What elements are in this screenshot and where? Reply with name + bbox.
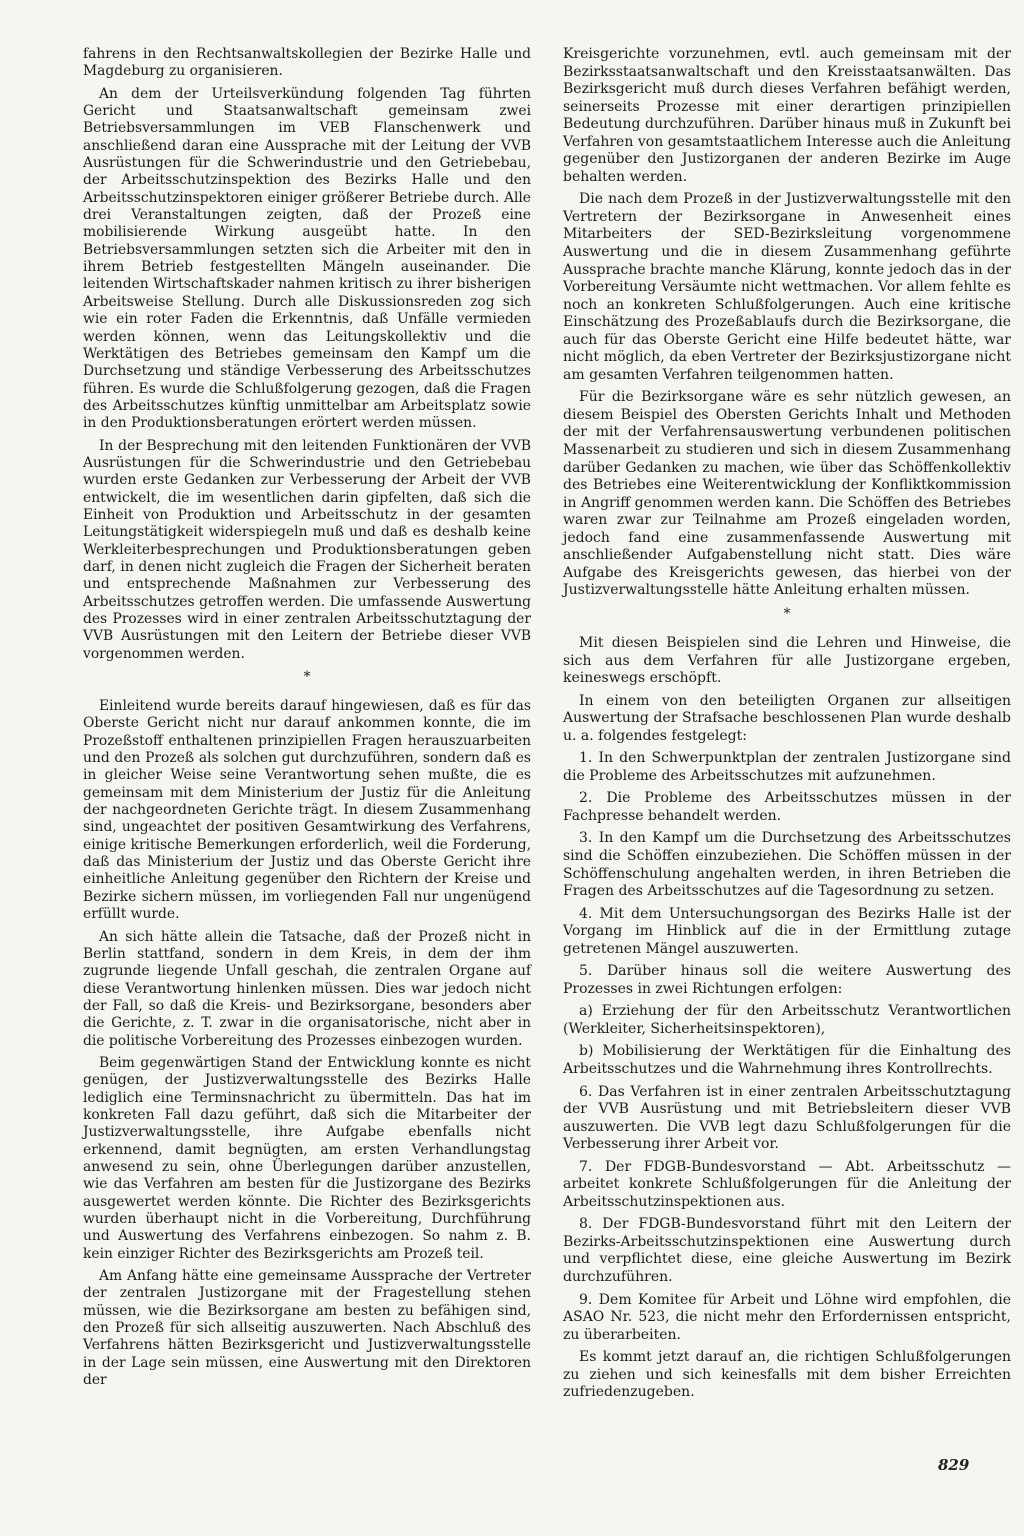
paragraph: 6. Das Verfahren ist in einer zentralen Arbeitsschutztagung der VVB Ausrüstung und mit Betriebsleitern dieser VVB auszuwerten. Die VVB legt dazu Schlußfolgerungen für die Verbesserung ihrer Arbeit vor. <box>563 1083 1011 1153</box>
left-column <box>83 46 531 1394</box>
paragraph: Mit diesen Beispielen sind die Lehren und Hinweise, die sich aus dem Verfahren für alle Justizorgane ergeben, keineswegs erschöpft. <box>563 634 1011 687</box>
paragraph: Die nach dem Prozeß in der Justizverwaltungsstelle mit den Vertretern der Bezirksorgane in Anwesenheit eines Mitarbeiters der SED-Bezirksleitung vorgenommene Auswertung und die in diesem Zusammenhang geführte Aussprache brachte manche Klärung, konnte jedoch das in der Vorbereitung Versäumte nicht wettmachen. Vor allem fehlte es noch an konkreten Schlußfolgerungen. Auch eine kritische Einschätzung des Prozeßablaufs durch die Bezirksorgane, die auch für das Oberste Gericht eine Hilfe bedeutet hätte, war nicht möglich, da eben Vertreter der Bezirksjustizorgane nicht am gesamten Verfahren teilgenommen hatten. <box>563 191 1011 383</box>
paragraph: In der Besprechung mit den leitenden Funktionären der VVB Ausrüstungen für die Schwerindustrie und den Getriebebau wurden erste Gedanken zur Verbesserung der Arbeit der VVB entwickelt, die im wesentlichen darin gipfelten, daß sich die Einheit von Produktion und Arbeitsschutz in der gesamten Leitungstätigkeit widerspiegeln muß und daß es deshalb keine Werkleiterbesprechungen und Produktionsberatungen geben darf, in denen nicht zugleich die Fragen der Sicherheit beraten und entsprechende Maßnahmen zur Verbesserung des Arbeitsschutzes getroffen werden. Die umfassende Auswertung des Prozesses wird in einer zentralen Arbeitsschutztagung der VVB Ausrüstungen mit den Leitern der Betriebe dieser VVB vorgenommen werden. <box>83 437 531 662</box>
paragraph: a) Erziehung der für den Arbeitsschutz Verantwortlichen (Werkleiter, Sicherheitsinspektoren), <box>563 1003 1011 1037</box>
page-number: 829 <box>938 1456 970 1474</box>
paragraph: Für die Bezirksorgane wäre es sehr nützlich gewesen, an diesem Beispiel des Obersten Gerichts Inhalt und Methoden der mit der Verfahrensauswertung verbundenen politischen Massenarbeit zu studieren und sich in diesem Zusammenhang darüber Gedanken zu machen, wie über das Schöffenkollektiv des Betriebes eine Weiterentwicklung der Konfliktkommission in Angriff genommen werden kann. Die Schöffen des Betriebes waren zwar zur Teilnahme am Prozeß eingeladen worden, jedoch fand eine zusammenfassende Auswertung mit anschließender Aufgabenstellung nicht statt. Dies wäre Aufgabe des Kreisgerichts gewesen, das hierbei von der Justizverwaltungsstelle hätte Anleitung erhalten müssen. <box>563 389 1012 599</box>
paragraph: An sich hätte allein die Tatsache, daß der Prozeß nicht in Berlin stattfand, sondern in dem Kreis, in dem der ihm zugrunde liegende Unfall geschah, die zentralen Organe auf diese Verantwortung hinlenken müssen. Dies war jedoch nicht der Fall, so daß die Kreis- und Bezirksorgane, besonders aber die Gerichte, z. T. zwar in die organisatorische, nicht aber in die politische Vorbereitung des Prozesses einbezogen wurden. <box>83 928 531 1049</box>
paragraph: 8. Der FDGB-Bundesvorstand führt mit den Leitern der Bezirks-Arbeitsschutzinspektionen eine Auswertung durch und verpflichtet diese, eine gleiche Auswertung im Bezirk durchzuführen. <box>563 1216 1011 1285</box>
paragraph: 1. In den Schwerpunktplan der zentralen Justizorgane sind die Probleme des Arbeitsschutzes mit aufzunehmen. <box>563 750 1011 784</box>
paragraph: Am Anfang hätte eine gemeinsame Aussprache der Vertreter der zentralen Justizorgane mit der Fragestellung stehen müssen, wie die Bezirksorgane am besten zu befähigen sind, den Prozeß für sich allseitig auszuwerten. Nach Abschluß des Verfahrens hätten Bezirksgericht und Justizverwaltungsstelle in der Lage sein müssen, eine Auswertung mit den Direktoren der <box>83 1268 531 1389</box>
paragraph: Einleitend wurde bereits darauf hingewiesen, daß es für das Oberste Gericht nicht nur darauf ankommen konnte, die im Prozeßstoff enthaltenen prinzipiellen Fragen herauszuarbeiten und den Prozeß als solchen gut durchzuführen, sondern daß es in gleicher Weise seine Verantwortung sehen mußte, die es gemeinsam mit dem Ministerium der Justiz für die Anleitung der nachgeordneten Gerichte trägt. In diesem Zusammenhang sind, ungeachtet der positiven Gesamtwirkung des Verfahrens, einige kritische Bemerkungen erforderlich, weil die Forderung, daß das Ministerium der Justiz und das Oberste Gericht ihre einheitliche Anleitung gegenüber den Richtern der Kreise und Bezirke sichern müssen, im vorliegenden Fall nur ungenügend erfüllt wurde. <box>83 698 531 923</box>
right-column <box>563 46 1011 1407</box>
section-separator: * <box>783 605 791 622</box>
paragraph: 4. Mit dem Untersuchungsorgan des Bezirks Halle ist der Vorgang im Hinblick auf die in der Ermittlung zutage getretenen Mängel auszuwerten. <box>563 905 1011 957</box>
paragraph: 2. Die Probleme des Arbeitsschutzes müssen in der Fachpresse behandelt werden. <box>563 790 1011 824</box>
paragraph: Es kommt jetzt darauf an, die richtigen Schlußfolgerungen zu ziehen und sich keinesfalls mit dem bisher Erreichten zufriedenzugeben. <box>563 1349 1011 1401</box>
paragraph: 3. In den Kampf um die Durchsetzung des Arbeitsschutzes sind die Schöffen einzubeziehen. Die Schöffen müssen in der Schöffenschulung angehalten werden, in ihren Betrieben die Fragen des Arbeitsschutzes auf die Tagesordnung zu setzen. <box>563 830 1011 900</box>
paragraph: 9. Dem Komitee für Arbeit und Löhne wird empfohlen, die ASAO Nr. 523, die nicht mehr den Erfordernissen entspricht, zu überarbeiten. <box>563 1291 1011 1343</box>
paragraph: An dem der Urteilsverkündung folgenden Tag führten Gericht und Staatsanwaltschaft gemeinsam zwei Betriebsversammlungen im VEB Flanschenwerk und anschließend daran eine Aussprache mit der Leitung der VVB Ausrüstungen für die Schwerindustrie und den Getriebebau, der Arbeitsschutzinspektion des Bezirks Halle und den Arbeitsschutzinspektoren einiger größerer Betriebe durch. Alle drei Veranstaltungen zeigten, daß der Prozeß eine mobilisierende Wirkung ausgeübt hatte. In den Betriebsversammlungen setzten sich die Arbeiter mit den in ihrem Betrieb festgestellten Mängeln auseinander. Die leitenden Wirtschaftskader nahmen kritisch zu ihrer bisherigen Arbeitsweise Stellung. Durch alle Diskussionsreden zog sich wie ein roter Faden die Erkenntnis, daß Unfälle vermieden werden können, wenn das Leitungskollektiv und die Werktätigen des Betriebes gemeinsam den Kampf um die Durchsetzung und ständige Verbesserung des Arbeitsschutzes führen. Es wurde die Schlußfolgerung gezogen, daß die Fragen des Arbeitsschutzes künftig unmittelbar am Arbeitsplatz sowie in den Produktionsberatungen erörtert werden müssen. <box>83 85 531 432</box>
paragraph: In einem von den beteiligten Organen zur allseitigen Auswertung der Strafsache beschlossenen Plan wurde deshalb u. a. folgendes festgelegt: <box>563 692 1011 744</box>
paragraph: Beim gegenwärtigen Stand der Entwicklung konnte es nicht genügen, der Justizverwaltungsstelle des Bezirks Halle lediglich eine Terminsnachricht zu übermitteln. Das hat im konkreten Fall dazu geführt, daß sich die Mitarbeiter der Justizverwaltungsstelle, ihre Aufgabe ebenfalls nicht erkennend, damit begnügten, am ersten Verhandlungstag anwesend zu sein, ohne Überlegungen darüber anzustellen, wie das Verfahren am besten für die Justizorgane des Bezirks ausgewertet werden könnte. Die Richter des Bezirksgerichts wurden überhaupt nicht in die Vorbereitung, Durchführung und Auswertung des Verfahrens einbezogen. So nahm z. B. kein einziger Richter des Bezirksgerichts am Prozeß teil. <box>83 1054 531 1262</box>
paragraph: 7. Der FDGB-Bundesvorstand — Abt. Arbeitsschutz — arbeitet konkrete Schlußfolgerungen für die Anleitung der Arbeitsschutzinspektionen aus. <box>563 1158 1011 1210</box>
paragraph: Kreisgerichte vorzunehmen, evtl. auch gemeinsam mit der Bezirksstaatsanwaltschaft und den Kreisstaatsanwälten. Das Bezirksgericht muß durch dieses Verfahren befähigt werden, seinerseits Prozesse mit einer derartigen prinzipiellen Bedeutung durchzuführen. Darüber hinaus muß in Zukunft bei Verfahren von gesamtstaatlichem Interesse auch die Anleitung gegenüber den Justizorganen der anderen Bezirke im Auge behalten werden. <box>563 46 1011 185</box>
paragraph: b) Mobilisierung der Werktätigen für die Einhaltung des Arbeitsschutzes und die Wahrnehmung ihres Kontrollrechts. <box>563 1043 1011 1077</box>
paragraph: fahrens in den Rechtsanwaltskollegien der Bezirke Halle und Magdeburg zu organisieren. <box>83 46 531 80</box>
paragraph: 5. Darüber hinaus soll die weitere Auswertung des Prozesses in zwei Richtungen erfolgen: <box>563 963 1011 997</box>
section-separator: * <box>303 669 311 686</box>
